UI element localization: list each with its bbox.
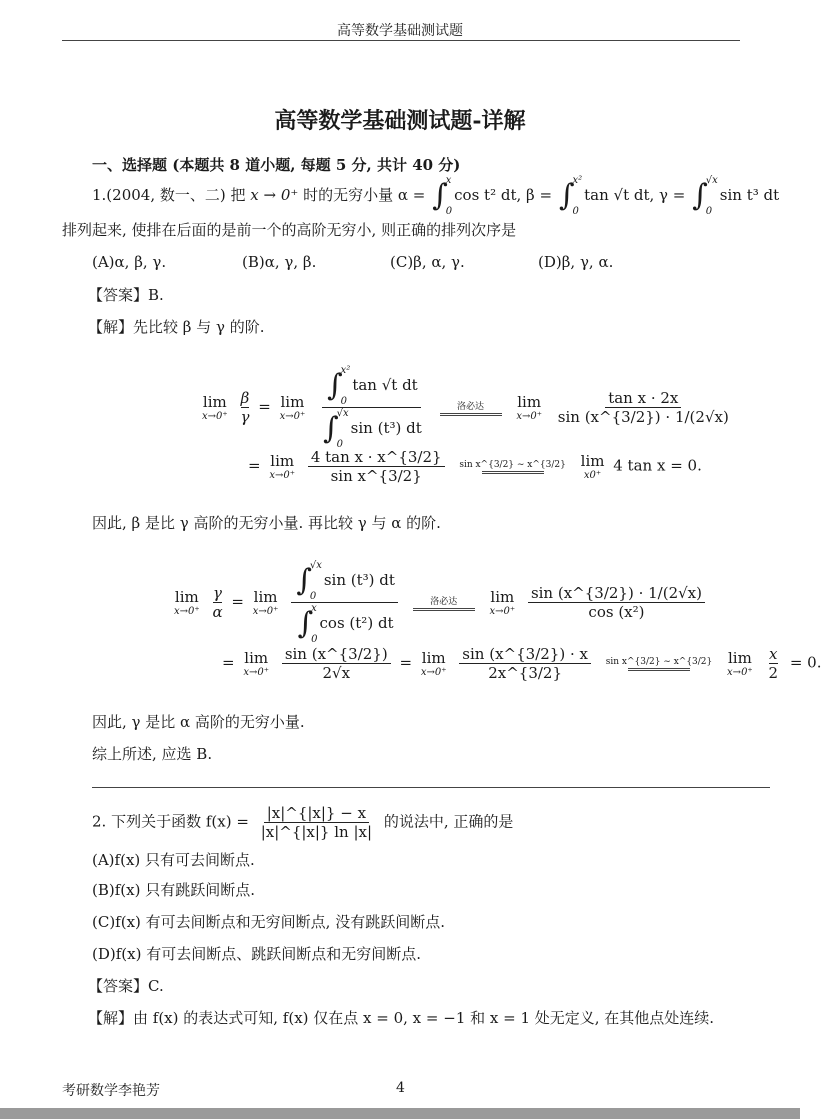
q2-stem: 2. 下列关于函数 f(x) = $\frac{|x|\^{}\{|x|\} - x}{|x|\^{}\{|x|\} \ln |x|}$ 的说法中, 正确的是 [92,804,514,841]
q1-option-a: (A)α, β, γ. [92,253,167,271]
q1-stem-a: 1.(2004, 数一、二) 把 [92,186,246,204]
integral-gamma: ∫ √x 0 [692,175,718,217]
integral-beta: ∫ x² 0 [558,175,583,217]
q2-option-a: (A)f(x) 只有可去间断点. [92,851,255,869]
q1-answer: 【答案】B. [88,286,164,304]
q1-option-d: (D)β, γ, α. [538,253,614,271]
q1-mid-text: 因此, β 是比 γ 高阶的无穷小量. 再比较 γ 与 α 的阶. [92,514,441,532]
page-number: 4 [396,1080,405,1096]
question-divider [92,787,770,788]
header-rule [62,40,740,41]
q1-stem-line2: 排列起来, 使排在后面的是前一个的高阶无穷小, 则正确的排列次序是 [62,221,517,239]
q2-solution: 【解】由 f(x) 的表达式可知, f(x) 仅在点 x = 0, x = −1 和 x = 1 处无定义, 在其他点处连续. [88,1009,715,1027]
equivalence-equals: sin x^{3/2} ∼ x^{3/2} [459,460,566,474]
q1-stem-c: 时的无穷小量 α = [303,186,426,204]
lhopital-equals: 洛必达 [440,399,502,416]
running-header: 高等数学基础测试题 [337,23,463,39]
q2-option-b: (B)f(x) 只有跳跃间断点. [92,881,255,899]
q1-stem-b: x → 0⁺ [250,186,299,204]
q1-option-c: (C)β, α, γ. [390,253,465,271]
q1-stem-line1: 1.(2004, 数一、二) 把 x → 0⁺ 时的无穷小量 α = ∫ x 0 cos t² dt, β = ∫ x² 0 tan √t dt, γ = ∫ √x 0 sin t³ dt [92,175,780,217]
bottom-edge [0,1108,800,1119]
q1-option-b: (B)α, γ, β. [242,253,317,271]
footer-author: 考研数学李艳芳 [62,1083,160,1099]
equation-1-line2: = lim x→0⁺ $\frac{\text{4 tan x · x\textasciicircum{}\{3/2\}}}{\text{sin x\textasciicircum{}\{3/2\}}}$ sin x^{3/2} ∼ x^{3/2} lim x0⁺ 4 tan x = 0. [248,448,702,485]
equation-2-line2: = lim x→0⁺ $\frac{\sin (x\^{}\{3/2\})}{2√x}$ = lim x→0⁺ $\frac{\sin (x\^{}\{3/2\}) \cdot x}{2x\^{}\{3/2\}}$ sin x^{3/2} ∼ x^{3/2} lim x→0⁺ $\frac{x}{2}$ = 0. [222,645,821,682]
page-title: 高等数学基础测试题-详解 [274,108,526,134]
integral-alpha: ∫ x 0 [432,175,453,217]
q1-conclusion-1: 因此, γ 是比 α 高阶的无穷小量. [92,713,305,731]
equation-1-line1: lim x→0⁺ $\frac{\beta}{\gamma}$ = lim x→0⁺ ∫ x² 0 tan √t dt ∫ √x 0 sin (t³) dt 洛必达 lim x→0⁺ $\frac{\text{tan x · 2x}}{\sin (x\^{}\{3/2\}) \cdot 1/(2√x)}$ [202,365,729,450]
q2-answer: 【答案】C. [88,977,164,995]
q2-option-d: (D)f(x) 有可去间断点、跳跃间断点和无穷间断点. [92,945,421,963]
q2-option-c: (C)f(x) 有可去间断点和无穷间断点, 没有跳跃间断点. [92,913,445,931]
q1-solution-intro: 【解】先比较 β 与 γ 的阶. [88,318,265,336]
equation-2-line1: lim x→0⁺ $\frac{\gamma}{\alpha}$ = lim x→0⁺ ∫ √x 0 sin (t³) dt ∫ x 0 cos (t²) dt 洛必达 lim x→0⁺ $\frac{\sin (x\^{}\{3/2\}) \cdot 1/(2√x)}{\text{cos (x²)}}$ [170,560,709,645]
q1-conclusion-2: 综上所述, 应选 B. [92,745,213,763]
section-heading: 一、选择题 (本题共 8 道小题, 每题 5 分, 共计 40 分) [92,156,461,174]
